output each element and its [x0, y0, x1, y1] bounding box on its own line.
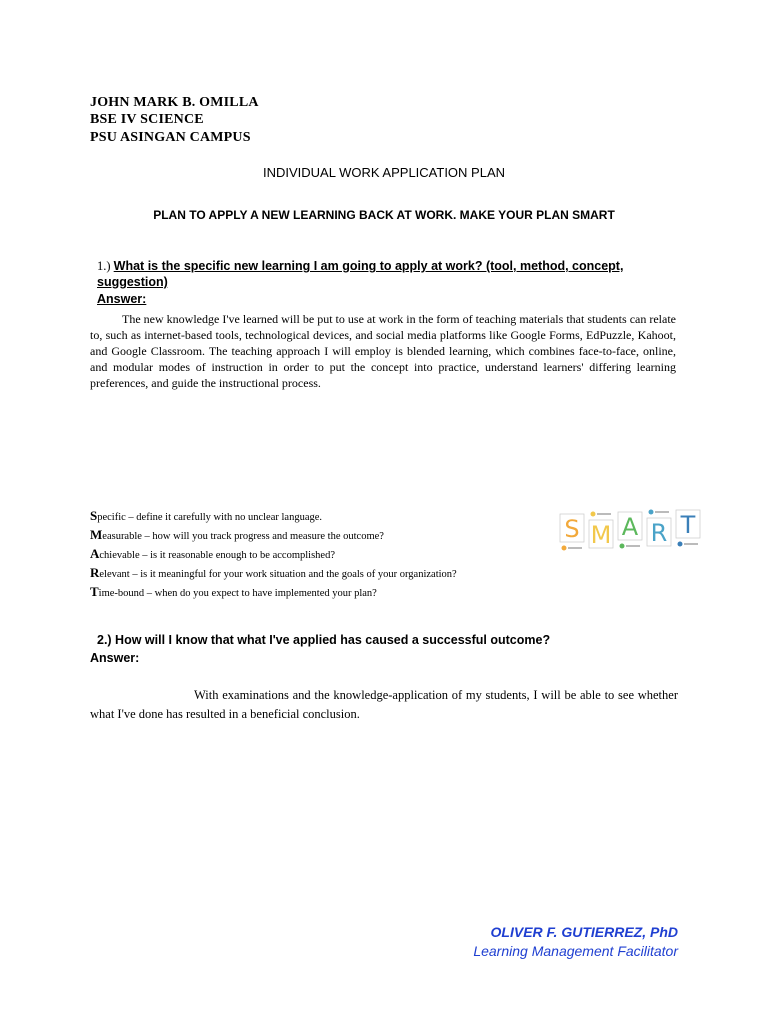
- smart-logo-dot: [649, 510, 654, 515]
- smart-item-specific: Specific – define it carefully with no unclear language.: [90, 508, 323, 523]
- smart-logo-letter: M: [590, 521, 612, 549]
- answer-2-label: Answer:: [90, 651, 140, 665]
- smart-logo: [556, 500, 702, 560]
- smart-logo-caption-line: [626, 545, 640, 547]
- answer-1-paragraph: The new knowledge I've learned will be put to use at work in the form of teaching materials that students can relate to, such as internet-based tools, technological devices, and social media platforms like Google Forms, EdPuzzle, Kahoot, and Google Classroom. The teaching approach I will employ is blended learning, which combines face-to-face, online, and modular modes of instruction in order to put the concept into practice, understand learners' differing learning preferences, and guide the instructional process.: [90, 312, 676, 390]
- question-1-number: 1.): [97, 259, 111, 273]
- smart-logo-letter: R: [650, 519, 668, 547]
- smart-logo-dot: [678, 542, 683, 547]
- smart-logo-caption-line: [655, 511, 669, 513]
- smart-item-measurable: Measurable – how will you track progress and measure the outcome?: [90, 527, 384, 542]
- smart-logo-letter: A: [621, 513, 639, 541]
- smart-item-relevant: Relevant – is it meaningful for your work situation and the goals of your organization?: [90, 565, 457, 580]
- smart-logo-caption-line: [568, 547, 582, 549]
- answer-1-label-wrap: [97, 290, 146, 308]
- answer-2-paragraph: With examinations and the knowledge-application of my students, I will be able to see whether what I've done has resulted in a beneficial conclusion.: [90, 688, 678, 721]
- student-campus: PSU ASINGAN CAMPUS: [90, 130, 251, 145]
- question-1-text: What is the specific new learning I am going to apply at work? (tool, method, concept, suggestion): [97, 259, 624, 289]
- student-course: BSE IV SCIENCE: [90, 112, 204, 127]
- smart-logo-dot: [562, 546, 567, 551]
- facilitator-role: Learning Management Facilitator: [473, 943, 678, 959]
- smart-logo-dot: [620, 544, 625, 549]
- document-subtitle: PLAN TO APPLY A NEW LEARNING BACK AT WORK. MAKE YOUR PLAN SMART: [153, 208, 615, 222]
- document-title: INDIVIDUAL WORK APPLICATION PLAN: [263, 165, 505, 180]
- smart-logo-caption-line: [597, 513, 611, 515]
- smart-logo-letter: S: [564, 515, 580, 543]
- question-1: [97, 258, 687, 290]
- smart-logo-dot: [591, 512, 596, 517]
- question-2-text: 2.) How will I know that what I've applied has caused a successful outcome?: [97, 633, 551, 647]
- smart-logo-caption-line: [684, 543, 698, 545]
- facilitator-name: OLIVER F. GUTIERREZ, PhD: [490, 924, 678, 940]
- student-name: JOHN MARK B. OMILLA: [90, 95, 259, 110]
- smart-logo-letter: T: [680, 511, 696, 539]
- smart-item-time-bound: Time-bound – when do you expect to have implemented your plan?: [90, 584, 377, 599]
- smart-criteria-list: [90, 507, 550, 602]
- answer-1-label: Answer:: [97, 292, 147, 306]
- smart-item-achievable: Achievable – is it reasonable enough to be accomplished?: [90, 546, 335, 561]
